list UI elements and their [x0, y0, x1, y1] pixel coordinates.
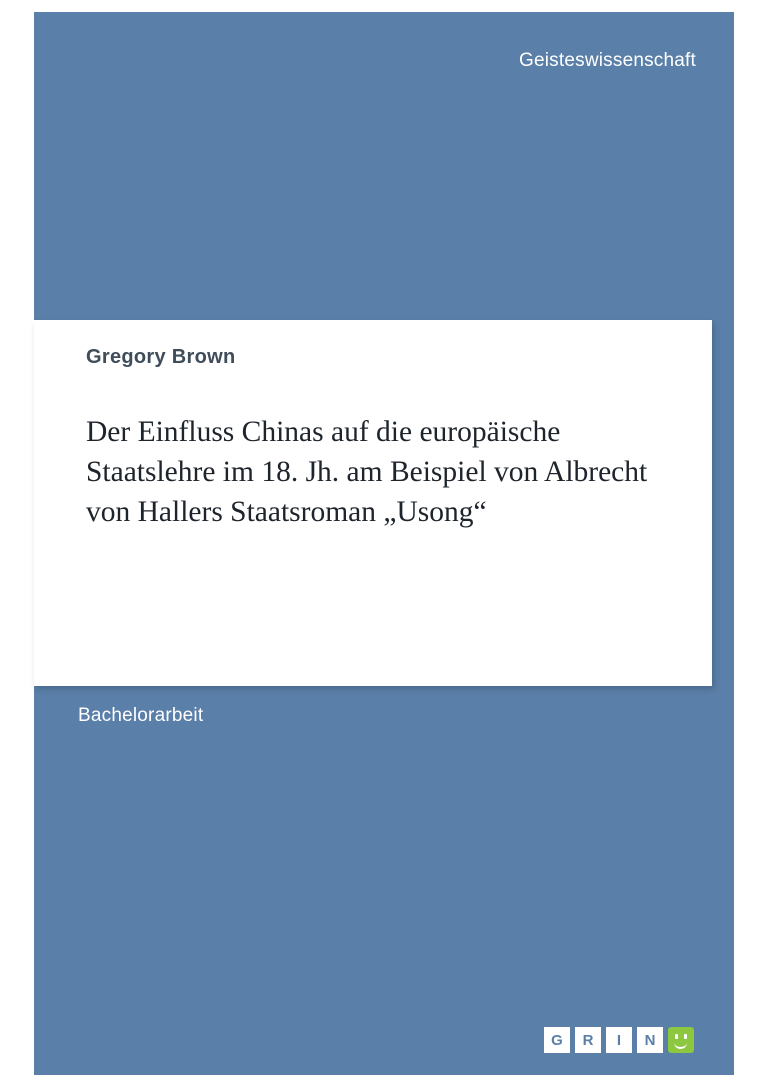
smiley-icon	[668, 1027, 694, 1053]
author-name: Gregory Brown	[86, 346, 236, 368]
smiley-mouth	[674, 1040, 687, 1049]
logo-letter-r: R	[575, 1027, 601, 1053]
smiley-eye-left	[675, 1034, 678, 1039]
logo-letter-i: I	[606, 1027, 632, 1053]
page-title: Der Einfluss Chinas auf die europäische Staatslehre im 18. Jh. am Beispiel von Albrecht von Hallers Staatsroman „Usong“	[86, 416, 648, 528]
cover-background-panel	[34, 12, 734, 1075]
title-card	[34, 320, 712, 686]
category-label: Geisteswissenschaft	[519, 50, 696, 71]
document-type-label: Bachelorarbeit	[78, 705, 204, 726]
logo-letter-n: N	[637, 1027, 663, 1053]
logo-letter-g: G	[544, 1027, 570, 1053]
smiley-eye-right	[684, 1034, 687, 1039]
grin-logo	[544, 1027, 694, 1053]
